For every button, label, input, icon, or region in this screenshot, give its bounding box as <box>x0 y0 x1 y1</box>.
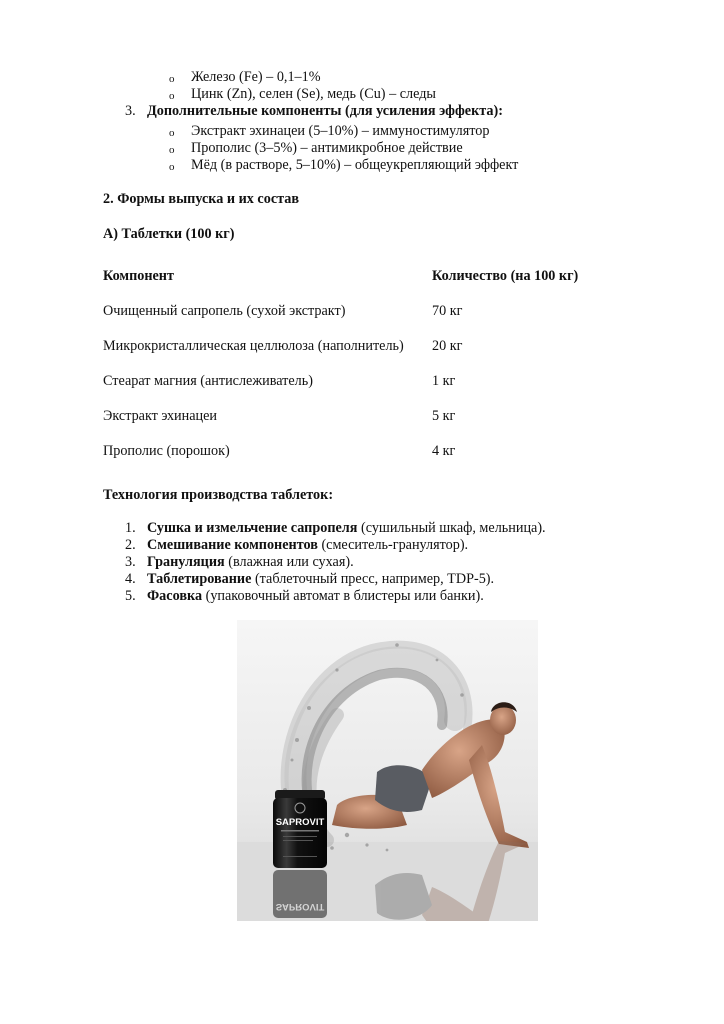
table-cell-quantity: 5 кг <box>432 408 456 424</box>
step-rest: (влажная или сухая). <box>224 554 354 570</box>
table-cell-component: Экстракт эхинацеи <box>103 408 218 424</box>
table-cell-component: Стеарат магния (антислеживатель) <box>103 373 313 389</box>
jar-label: SAPROVIT <box>275 817 325 828</box>
table-cell-quantity: 1 кг <box>432 373 456 389</box>
step-bold: Сушка и измельчение сапропеля <box>147 520 358 536</box>
list-bullet: o <box>169 73 175 85</box>
product-jar <box>273 790 327 868</box>
section-heading: 2. Формы выпуска и их состав <box>103 191 300 207</box>
step-bold: Смешивание компонентов <box>147 537 318 553</box>
step-item <box>147 520 546 537</box>
step-bold: Таблетирование <box>147 571 252 587</box>
step-number: 4. <box>125 571 136 587</box>
step-rest: (упаковочный автомат в блистеры или банки). <box>202 588 484 604</box>
table-cell-component: Микрокристаллическая целлюлоза (наполнитель) <box>103 338 404 354</box>
step-rest: (сушильный шкаф, мельница). <box>357 520 546 536</box>
step-rest: (смеситель-гранулятор). <box>317 537 469 553</box>
step-number: 5. <box>125 588 136 604</box>
step-number: 3. <box>125 554 136 570</box>
table-cell-component: Прополис (порошок) <box>103 443 230 459</box>
technology-heading: Технология производства таблеток: <box>103 487 334 503</box>
step-item <box>147 537 468 554</box>
list-bullet: o <box>169 127 175 139</box>
step-item <box>147 571 494 588</box>
table-cell-quantity: 4 кг <box>432 443 456 459</box>
list-bullet: o <box>169 90 175 102</box>
list-number: 3. <box>125 103 136 119</box>
list-bullet: o <box>169 161 175 173</box>
list-item: Цинк (Zn), селен (Se), медь (Cu) – следы <box>191 86 436 102</box>
step-bold: Грануляция <box>147 554 225 570</box>
product-photo <box>237 620 538 921</box>
table-cell-quantity: 70 кг <box>432 303 463 319</box>
step-number: 2. <box>125 537 136 553</box>
list-item: Железо (Fe) – 0,1–1% <box>191 69 321 85</box>
table-cell-component: Очищенный сапропель (сухой экстракт) <box>103 303 346 319</box>
table-header-quantity: Количество (на 100 кг) <box>432 268 579 284</box>
step-bold: Фасовка <box>147 588 203 604</box>
list-item: Экстракт эхинацеи (5–10%) – иммуностимулятор <box>191 123 490 139</box>
list-item: Мёд (в растворе, 5–10%) – общеукрепляющий эффект <box>191 157 519 173</box>
list-bullet: o <box>169 144 175 156</box>
list-item: Прополис (3–5%) – антимикробное действие <box>191 140 463 156</box>
step-item <box>147 588 484 605</box>
jar-reflection-label: SAPROVIT <box>275 901 325 912</box>
table-header-component: Компонент <box>103 268 174 284</box>
step-number: 1. <box>125 520 136 536</box>
step-rest: (таблеточный пресс, например, TDP-5). <box>251 571 495 587</box>
list-heading: Дополнительные компоненты (для усиления эффекта): <box>147 103 503 119</box>
subsection-heading: А) Таблетки (100 кг) <box>103 226 235 242</box>
step-item <box>147 554 354 571</box>
table-cell-quantity: 20 кг <box>432 338 463 354</box>
